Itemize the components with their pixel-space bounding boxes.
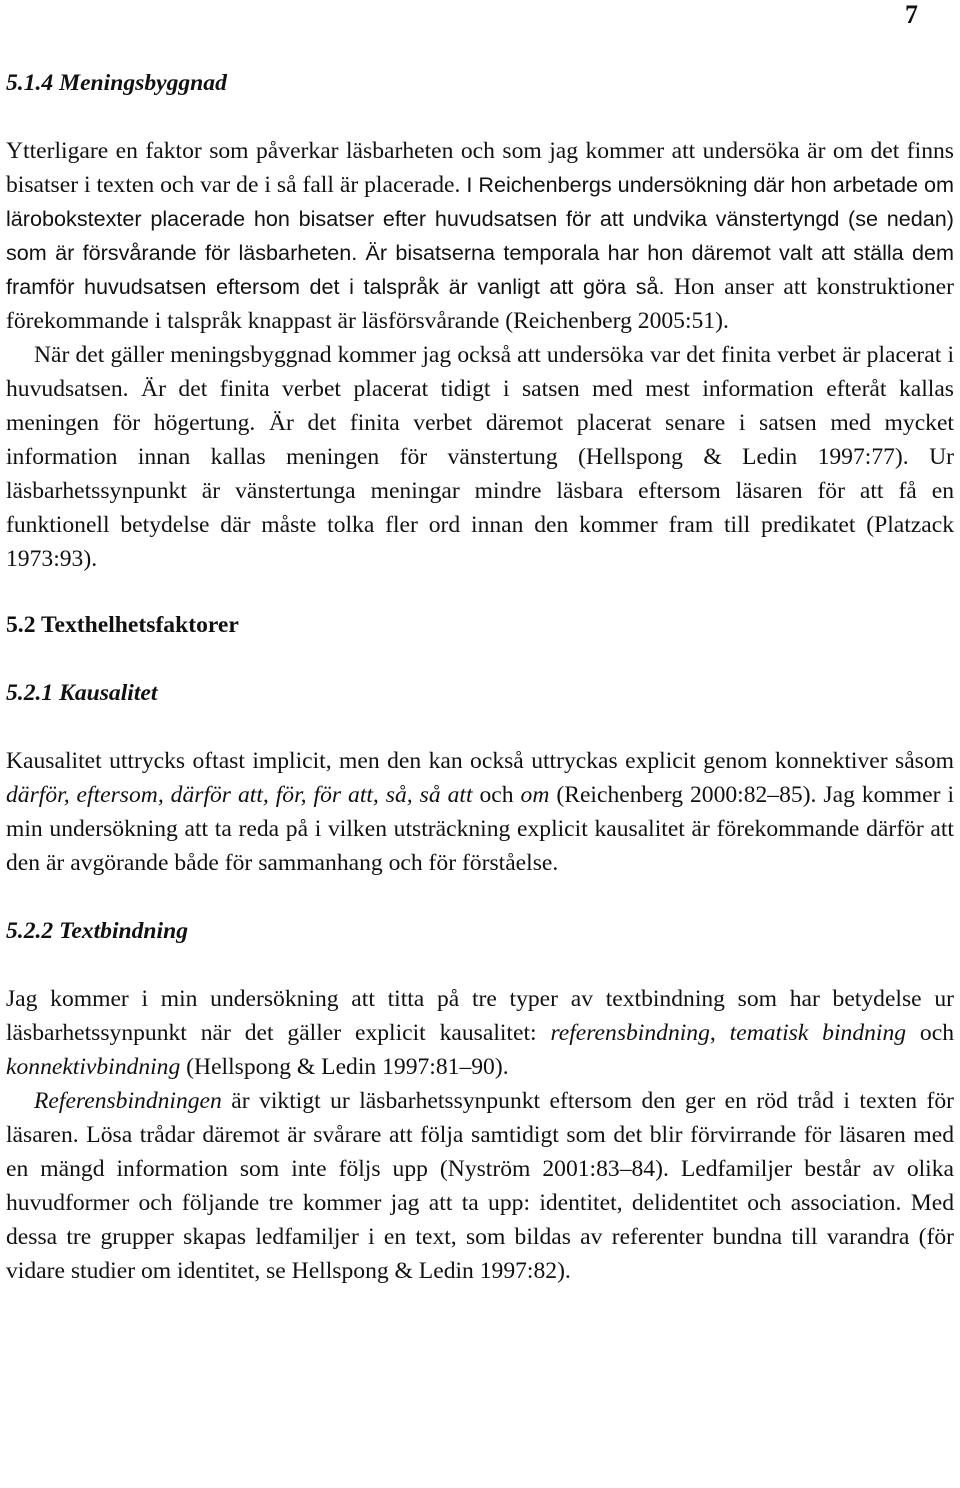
text-run: (Hellspong & Ledin 1997:81–90). [180,1054,509,1080]
paragraph-textbindning-second [6,1084,954,1288]
spacer [6,642,954,676]
page-body [6,66,954,1288]
text-run: är viktigt ur läsbarhetssynpunkt eftersom den ger en röd tråd i texten för läsaren. Lösa trådar däremot är svårare att följa samtidigt som det blir förvirrande för läsaren med en mängd information som inte följs upp (Nyström 2001:83–84). Ledfamiljer består av olika huvudformer och följande tre kommer jag att ta upp: identitet, delidentitet och association. Med dessa tre grupper skapas ledfamiljer i en text, som bildas av referenter bundna till varandra (för vidare studier om identitet, se Hellspong & Ledin 1997:82). [6,1088,954,1284]
text-run: (Reichenberg 2000:82–85). Jag kommer i min undersökning att ta reda på i vilken utsträckning explicit kausalitet är förekommande därför att den är avgörande både för sammanhang och för förståelse. [6,782,954,876]
text-run: , [709,1020,730,1046]
spacer [6,948,954,982]
heading-5-2-1: 5.2.1 Kausalitet [6,680,158,706]
term-referensbindningen: Referensbindningen [34,1088,222,1114]
sentence-hon-anser: Hon anser att konstruktioner förekommande i talspråk knappast är läsförsvårande (Reichenberg 2005:51). [6,274,955,334]
heading-5-2-2: 5.2.2 Textbindning [6,918,189,944]
heading-5-2: 5.2 Texthelhetsfaktorer [6,612,239,638]
term-konnektivbindning: konnektivbindning [6,1054,181,1080]
text-run: och [472,782,521,808]
text-run: och [906,1020,954,1046]
text-run: Kausalitet uttrycks oftast implicit, men den kan också uttryckas explicit genom konnektiver såsom [6,748,954,774]
term-referensbindning: referensbindning [550,1020,710,1046]
heading-5-1-4: 5.1.4 Meningsbyggnad [6,70,227,96]
sentence-ytterligare: Ytterligare en faktor som påverkar läsbarheten och som jag kommer att undersöka är om det finns bisatser i texten och var de i så fall är placerade. [6,138,954,198]
paragraph-5-1-4-second: När det gäller meningsbyggnad kommer jag också att undersöka var det finita verbet är placerat i huvudsatsen. Är det finita verbet placerat tidigt i satsen med mest information efteråt kallas meningen för högertung. Är det finita verbet däremot placerat senare i satsen med mycket information innan kallas meningen för vänstertung (Hellspong & Ledin 1997:77). Ur läsbarhetssynpunkt är vänstertunga meningar mindre läsbara eftersom läsaren för att få en funktionell betydelse där måste tolka fler ord innan den kommer fram till predikatet (Platzack 1973:93). [6,342,954,572]
sentence-reichenberg: I Reichenbergs undersökning där hon arbetade om lärobokstexter placerade hon bisatser efter huvudsatsen för att undvika vänstertyngd (se nedan) som är försvårande för läsbarheten. [6,172,954,265]
text-run: Jag kommer i min undersökning att titta på tre typer av textbindning som har betydelse ur läsbarhetssynpunkt när det gäller explicit kausalitet: [6,986,954,1046]
sentence-temporala: Är bisatserna temporala har hon däremot valt att ställa dem framför huvudsatsen eftersom det i talspråk är vanligt att göra så. [6,240,954,299]
spacer [6,710,954,744]
term-tematisk-bindning: tematisk bindning [729,1020,907,1046]
spacer [6,880,954,914]
spacer [6,576,954,608]
paragraph-kausalitet [6,744,954,880]
paragraph-5-1-4-first [6,134,954,338]
page-number: 7 [905,0,918,29]
connectives-list: därför, eftersom, därför att, för, för att, så, så att [6,782,473,808]
connective-om: om [520,782,550,808]
spacer [6,100,954,134]
paragraph-textbindning-first [6,982,954,1084]
